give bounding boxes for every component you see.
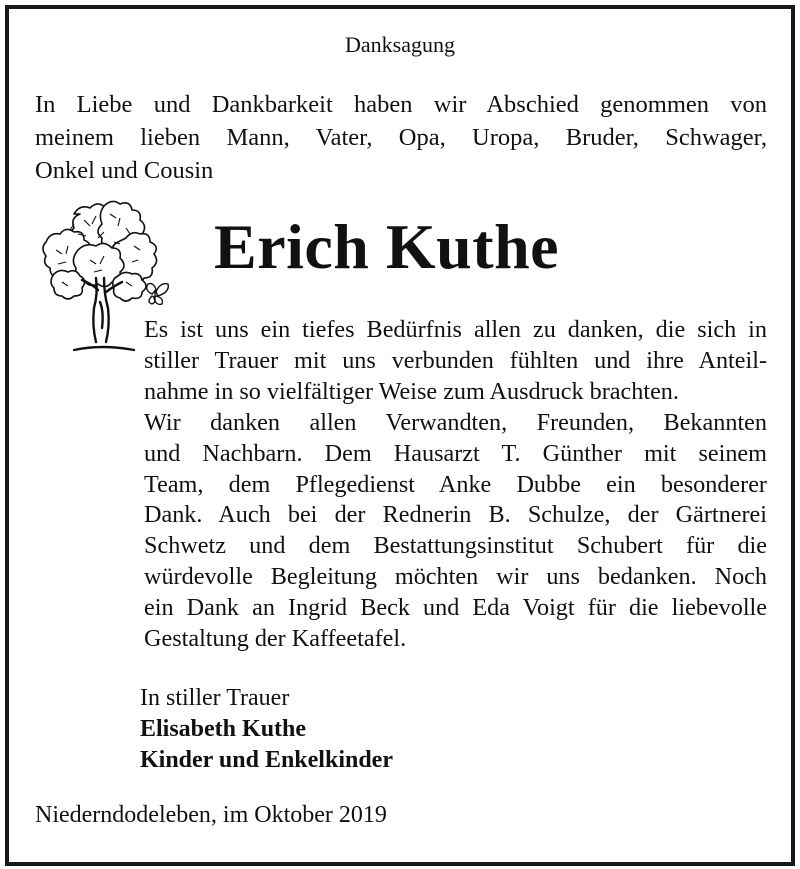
body-line: Schwetz und dem Bestattungsinstitut Schubert für die <box>144 532 767 560</box>
intro-line: In Liebe und Dankbarkeit haben wir Abschied genommen von <box>35 91 767 118</box>
butterfly-icon <box>147 284 169 305</box>
signature-intro: In stiller Trauer <box>140 685 290 711</box>
intro-line: meinem lieben Mann, Vater, Opa, Uropa, Bruder, Schwager, <box>35 124 767 151</box>
body-line: ein Dank an Ingrid Beck und Eda Voigt für die liebevolle <box>144 594 767 622</box>
body-line: würdevolle Begleitung möchten wir uns bedanken. Noch <box>144 563 767 591</box>
thanks-paragraph <box>144 315 767 655</box>
signature-block <box>140 683 393 776</box>
body-line: Team, dem Pflegedienst Anke Dubbe ein besonderer <box>144 470 767 498</box>
body-line: Gestaltung der Kaffeetafel. <box>144 625 407 653</box>
body-line: stiller Trauer mit uns verbunden fühlten und ihre Anteil- <box>144 346 767 374</box>
body-line: und Nachbarn. Dem Hausarzt T. Günther mit seinem <box>144 439 767 467</box>
signature-name-family: Kinder und Enkelkinder <box>140 747 393 773</box>
body-line: nahme in so vielfältiger Weise zum Ausdruck brachten. <box>144 377 679 405</box>
place-date: Niederndodeleben, im Oktober 2019 <box>35 802 387 828</box>
intro-line: Onkel und Cousin <box>35 157 214 184</box>
deceased-name: Erich Kuthe <box>214 211 560 282</box>
signature-name-widow: Elisabeth Kuthe <box>140 716 307 742</box>
body-line: Wir danken allen Verwandten, Freunden, Bekannten <box>144 408 767 436</box>
intro-paragraph <box>35 88 767 187</box>
body-line: Es ist uns ein tiefes Bedürfnis allen zu danken, die sich in <box>144 316 767 343</box>
body-line: Dank. Auch bei der Rednerin B. Schulze, der Gärtnerei <box>144 501 767 529</box>
notice-heading: Danksagung <box>345 32 455 57</box>
